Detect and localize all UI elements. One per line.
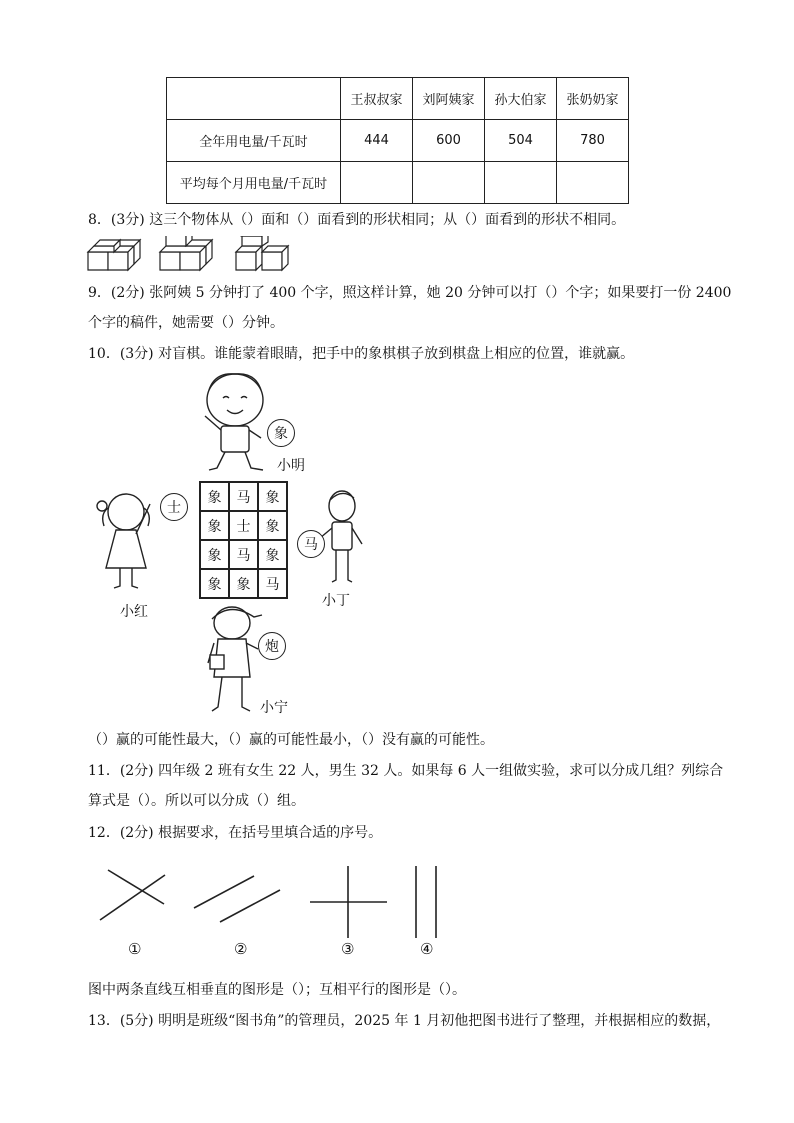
chess-board <box>199 481 288 599</box>
board-cell: 象 <box>229 569 258 598</box>
table-cell: 780 <box>557 120 629 162</box>
board-cell: 象 <box>200 569 229 598</box>
board-cell: 象 <box>200 540 229 569</box>
table-cell[interactable] <box>413 162 485 204</box>
table-header-cell: 王叔叔家 <box>341 78 413 120</box>
table-header-cell <box>167 78 341 120</box>
question-11-line-1: 11．(2分) 四年级 2 班有女生 22 人，男生 32 人。如果每 6 人一组做实验，求可以分成几组？列综合 <box>88 763 724 779</box>
question-10-answer: （）赢的可能性最大，（）赢的可能性最小，（）没有赢的可能性。 <box>88 732 494 748</box>
board-cell: 象 <box>258 540 287 569</box>
boy-xiaoming-illustration <box>195 372 275 477</box>
question-10: 10．(3分) 对盲棋。谁能蒙着眼睛，把手中的象棋棋子放到棋盘上相应的位置，谁就赢。 <box>88 346 635 362</box>
name-xiaoning: 小宁 <box>260 700 288 716</box>
piece-xiaoming: 象 <box>267 419 295 447</box>
line-figures <box>90 860 450 940</box>
question-9-line-2: 个字的稿件，她需要（）分钟。 <box>88 315 284 331</box>
table-cell: 600 <box>413 120 485 162</box>
table-row-label: 平均每个月用电量/千瓦时 <box>167 162 341 204</box>
table-cell[interactable] <box>485 162 557 204</box>
name-xiaohong: 小红 <box>120 604 148 620</box>
girl-xiaohong-illustration <box>94 490 164 595</box>
figure-1-line-b <box>108 870 164 904</box>
boy-xiaoding-illustration <box>316 488 372 588</box>
table-row-label: 全年用电量/千瓦时 <box>167 120 341 162</box>
cube-object-1 <box>88 240 140 270</box>
question-12: 12．(2分) 根据要求，在括号里填合适的序号。 <box>88 825 383 841</box>
figure-label-1: ① <box>128 940 142 958</box>
table-header-cell: 张奶奶家 <box>557 78 629 120</box>
figure-label-3: ③ <box>341 940 355 958</box>
board-cell: 象 <box>258 482 287 511</box>
table-cell[interactable] <box>557 162 629 204</box>
name-xiaoding: 小丁 <box>322 593 350 609</box>
piece-xiaoding: 马 <box>297 530 325 558</box>
figure-label-4: ④ <box>420 940 434 958</box>
question-9-line-1: 9．(2分) 张阿姨 5 分钟打了 400 个字，照这样计算，她 20 分钟可以打（）个字；如果要打一份 2400 <box>88 285 732 301</box>
board-cell: 象 <box>200 482 229 511</box>
board-cell: 士 <box>229 511 258 540</box>
piece-xiaoning: 炮 <box>258 632 286 660</box>
figure-1-line-a <box>100 875 165 920</box>
figure-label-2: ② <box>234 940 248 958</box>
board-cell: 象 <box>200 511 229 540</box>
name-xiaoming: 小明 <box>277 458 305 474</box>
electricity-table <box>166 77 629 204</box>
board-cell: 马 <box>229 540 258 569</box>
board-cell: 象 <box>258 511 287 540</box>
cube-object-2 <box>160 236 212 270</box>
question-8: 8．(3分) 这三个物体从（）面和（）面看到的形状相同；从（）面看到的形状不相同。 <box>88 212 626 228</box>
figure-2-line-b <box>220 890 280 922</box>
question-11-line-2: 算式是（）。所以可以分成（）组。 <box>88 793 305 809</box>
cube-object-3 <box>236 236 288 270</box>
table-header-cell: 孙大伯家 <box>485 78 557 120</box>
table-cell: 504 <box>485 120 557 162</box>
table-cell[interactable] <box>341 162 413 204</box>
question-13: 13．(5分) 明明是班级“图书角”的管理员，2025 年 1 月初他把图书进行了整理，并根据相应的数据， <box>88 1013 721 1029</box>
question-12-answer: 图中两条直线互相垂直的图形是（）；互相平行的图形是（）。 <box>88 982 466 998</box>
piece-xiaohong: 士 <box>160 493 188 521</box>
cube-objects-illustration <box>86 236 296 274</box>
table-cell: 444 <box>341 120 413 162</box>
figure-2-line-a <box>194 876 254 908</box>
table-header-cell: 刘阿姨家 <box>413 78 485 120</box>
board-cell: 马 <box>258 569 287 598</box>
board-cell: 马 <box>229 482 258 511</box>
